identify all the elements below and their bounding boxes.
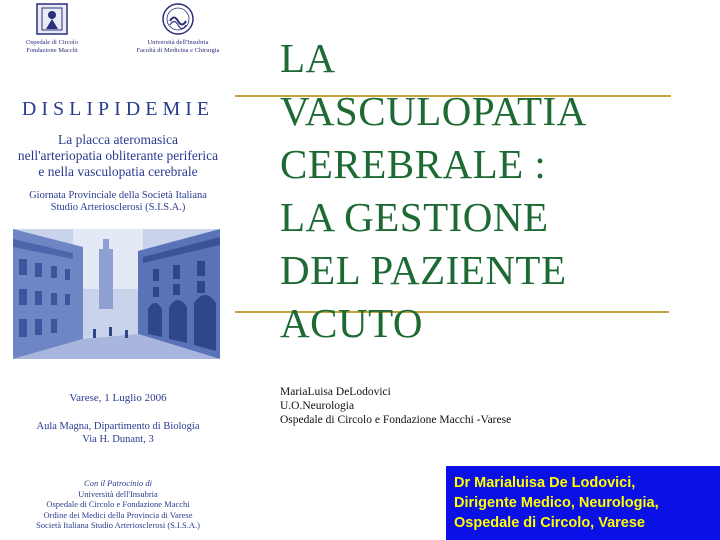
slide-title-line: VASCULOPATIA <box>280 88 587 134</box>
hospital-logo-line: Fondazione Macchi <box>26 47 78 54</box>
university-logo-line: Facoltà di Medicina e Chirurgia <box>136 47 220 54</box>
poster-event-line: Studio Arteriosclerosi (S.I.S.A.) <box>50 202 186 213</box>
author-hospital: Ospedale di Circolo e Fondazione Macchi -Varese <box>280 414 512 426</box>
poster-event-line: Giornata Provinciale della Società Italiana <box>29 190 207 201</box>
slide-title-line: ACUTO <box>280 300 423 346</box>
poster-event-name <box>6 190 230 214</box>
presenter-line: Ospedale di Circolo, Varese <box>454 515 645 531</box>
poster-subtitle <box>6 132 230 180</box>
patronage-line: Ospedale di Circolo e Fondazione Macchi <box>46 499 190 509</box>
presenter-box <box>446 466 720 540</box>
poster-subtitle-line: e nella vasculopatia cerebrale <box>38 164 198 179</box>
event-poster <box>0 0 232 540</box>
university-logo <box>128 2 228 55</box>
poster-title: DISLIPIDEMIE <box>21 98 215 120</box>
slide-title-line: LA GESTIONE <box>280 194 549 240</box>
slide-title-line: CEREBRALE : <box>280 141 547 187</box>
slide-title-line: LA <box>280 35 336 81</box>
author-department: U.O.Neurologia <box>280 400 355 412</box>
poster-subtitle-line: nell'arteriopatia obliterante periferica <box>17 148 219 163</box>
author-block <box>280 385 511 427</box>
patronage-line: Università dell'Insubria <box>78 488 158 499</box>
patronage-label: Con il Patrocinio di <box>84 478 152 488</box>
hospital-logo-line: Ospedale di Circolo <box>26 39 78 46</box>
slide-title <box>280 32 710 350</box>
university-logo-line: Università dell'Insubria <box>147 39 209 46</box>
poster-venue <box>6 420 230 446</box>
poster-patronage <box>4 478 232 531</box>
presenter-line: Dr Marialuisa De Lodovici, <box>454 475 636 491</box>
presenter-line: Dirigente Medico, Neurologia, <box>454 495 659 511</box>
patronage-line: Società Italiana Studio Arteriosclerosi (S.I.S.A.) <box>36 520 200 530</box>
poster-subtitle-line: La placca ateromasica <box>58 132 178 147</box>
hospital-emblem-icon <box>35 2 69 36</box>
poster-venue-line: Via H. Dunant, 3 <box>82 434 154 445</box>
hospital-logo <box>14 2 90 55</box>
patronage-line: Ordine dei Medici della Provincia di Varese <box>43 509 193 520</box>
author-name: MariaLuisa DeLodovici <box>280 386 391 398</box>
street-photo <box>13 229 220 359</box>
university-seal-icon <box>161 2 195 36</box>
slide-title-line: DEL PAZIENTE <box>280 247 567 293</box>
poster-date: Varese, 1 Luglio 2006 <box>69 392 167 404</box>
poster-venue-line: Aula Magna, Dipartimento di Biologia <box>36 421 200 432</box>
